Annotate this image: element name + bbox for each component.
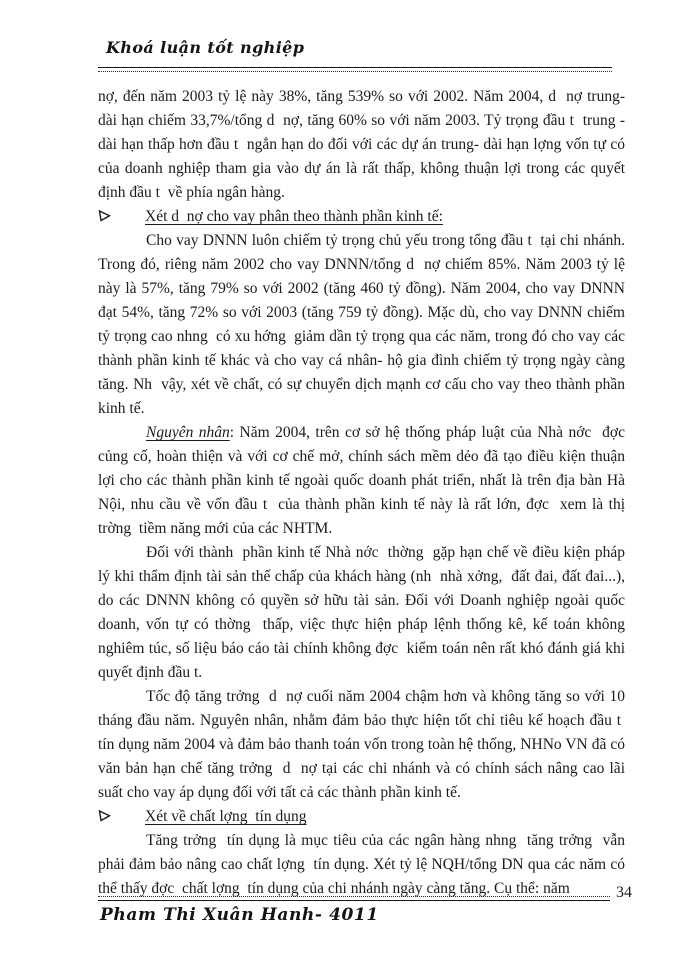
paragraph-state-sector-limits: Đối với thành phần kinh tế Nhà nớc thờng gặp hạn chế về điều kiện pháp lý khi thẩm định tài sản thế chấp của khách hàng (nh nhà xởng, đất đai, đất đai...), do các DNNN không có quyền sở hữu tài sản. Đối với Doanh nghiệp ngoài quốc doanh, vốn tự có thờng thấp, việc thực hiện pháp lệnh thống kê, kế toán không nghiêm túc, số liệu báo cáo tài chính không đợc kiểm toán nên rất khó đánh giá khi quyết định đầu t. (98, 544, 625, 681)
arrow-bullet-icon (98, 806, 145, 830)
paragraph-cause (98, 421, 625, 541)
footer-author: Pham Thi Xuân Hanh- 4011 (100, 905, 379, 925)
footer-rule (98, 896, 610, 901)
cause-text: : Năm 2004, trên cơ sở hệ thống pháp luật của Nhà nớc đợc củng cố, hoàn thiện và với cơ chế mở, chính sách mềm dẻo đã tạo điều kiện thuận lợi cho các thành phần kinh tế ngoài quốc doanh phát triển, nhất là trên địa bàn Hà Nội, nhu cầu về vốn đầu t của thành phần kinh tế này là rất lớn, đợc xem là thị trờng tiềm năng mới của các NHTM. (98, 424, 625, 537)
arrow-bullet-icon (98, 206, 145, 230)
cause-label: Nguyên nhân (146, 424, 230, 441)
section-heading-text: Xét d nợ cho vay phân theo thành phần kinh tế: (145, 208, 443, 225)
document-body (98, 85, 625, 901)
section-heading-economic-sectors (98, 205, 625, 229)
paragraph-debt-ratio: nợ, đến năm 2003 tỷ lệ này 38%, tăng 539% so với 2002. Năm 2004, d nợ trung- dài hạn chiếm 33,7%/tổng d nợ, tăng 60% so với năm 2003. Tỷ trọng đầu t trung - dài hạn thấp hơn đầu t ngắn hạn do đối với các dự án trung- dài hạn lợng vốn tự có của doanh nghiệp tham gia vào dự án là rất thấp, không thuận lợi trong các quyết định đầu t về phía ngân hàng. (98, 88, 625, 201)
page-number: 34 (616, 884, 632, 901)
paragraph-growth-rate: Tốc độ tăng trởng d nợ cuối năm 2004 chậm hơn và không tăng so với 10 tháng đầu năm. Nguyên nhân, nhằm đảm bảo thực hiện tốt chỉ tiêu kế hoạch đầu t tín dụng năm 2004 và đảm bảo thanh toán vốn trong toàn hệ thống, NHNo VN đã có văn bản hạn chế tăng trởng d nợ tại các chi nhánh và có chính sách nâng cao lãi suất cho vay áp dụng đối với tất cả các thành phần kinh tế. (98, 688, 625, 801)
paragraph-dnnn-lending: Cho vay DNNN luôn chiếm tỷ trọng chủ yếu trong tổng đầu t tại chi nhánh. Trong đó, riêng năm 2002 cho vay DNNN/tổng d nợ chiếm 85%. Năm 2003 tỷ lệ này là 57%, tăng 79% so với 2002 (tăng 460 tỷ đồng). Năm 2004, cho vay DNNN đạt 54%, tăng 72% so với 2003 (tăng 759 tỷ đồng). Mặc dù, cho vay DNNN chiếm tỷ trọng cao nhng có xu hớng giảm dần tỷ trọng qua các năm, trong đó cho vay các thành phần kinh tế khác và cho vay cá nhân- hộ gia đình chiếm tỷ trọng ngày càng tăng. Nh vậy, xét về chất, có sự chuyển dịch mạnh cơ cấu cho vay theo thành phần kinh tế. (98, 232, 625, 417)
section-heading-text: Xét về chất lợng tín dụng (145, 808, 307, 825)
header-rule (98, 67, 612, 72)
header-title: Khoá luận tốt nghiệp (106, 38, 305, 57)
section-heading-credit-quality (98, 805, 625, 829)
paragraph-credit-growth: Tăng trởng tín dụng là mục tiêu của các ngân hàng nhng tăng trởng vẫn phải đảm bảo nâng cao chất lợng tín dụng. Xét tỷ lệ NQH/tổng DN qua các năm có thể thấy đợc chất lợng tín dụng của chi nhánh ngày càng tăng. Cụ thể: năm (98, 832, 625, 897)
